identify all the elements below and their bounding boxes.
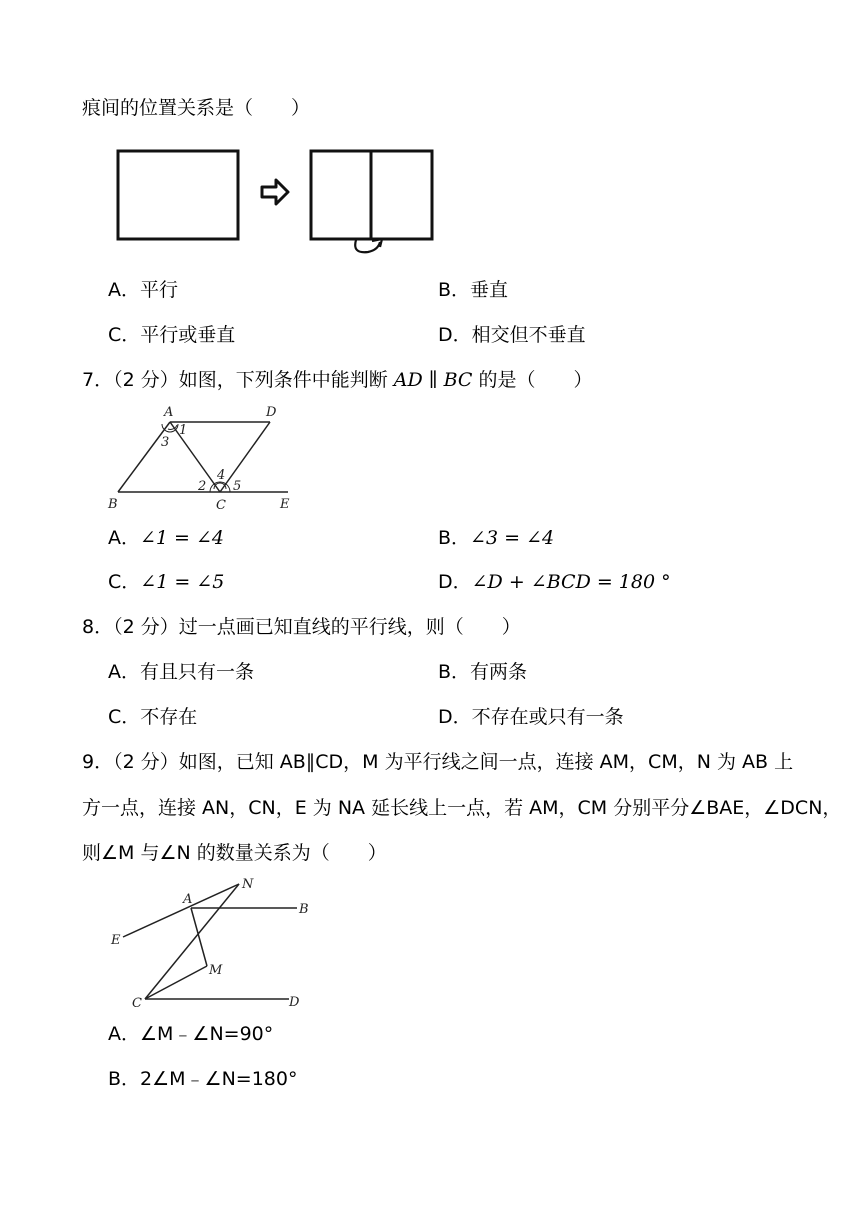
q7-stem-suffix: 的是（ ）: [478, 369, 593, 391]
paper-rectangle: [118, 151, 238, 239]
q7-option-c: C．∠1 = ∠5: [108, 571, 225, 593]
q7-stem-math: AD ∥ BC: [393, 369, 473, 391]
q7-label-angle-3: 3: [161, 435, 170, 450]
q7-label-c: C: [216, 498, 226, 513]
q9-label-d: D: [289, 995, 300, 1010]
q7-option-a: A．∠1 = ∠4: [108, 527, 225, 549]
q6-stem-continuation: 痕间的位置关系是（ ）: [82, 97, 311, 119]
q7-label-angle-2: 2: [198, 479, 207, 494]
arrow-right-icon: [262, 180, 288, 204]
q7-label-angle-5: 5: [233, 479, 242, 494]
q9-label-a: A: [183, 892, 193, 907]
q7-label-e: E: [280, 497, 290, 512]
q7-label-angle-4: 4: [217, 468, 226, 483]
q9-stem-line-1: 9．（2 分）如图，已知 AB∥CD，M 为平行线之间一点，连接 AM，CM，N 为 AB 上: [82, 751, 794, 773]
q7-stem: [82, 368, 593, 392]
q6-option-c: C．平行或垂直: [108, 324, 236, 346]
q7-label-d: D: [266, 405, 277, 420]
q6-option-d: D．相交但不垂直: [438, 324, 586, 346]
q9-figure-parallel-lines: [105, 872, 315, 1012]
q9-label-e: E: [111, 933, 121, 948]
q8-stem: 8．（2 分）过一点画已知直线的平行线，则（ ）: [82, 616, 521, 638]
q6-option-b: B．垂直: [438, 279, 509, 301]
q8-option-c: C．不存在: [108, 706, 198, 728]
q7-label-angle-1: 1: [179, 423, 188, 438]
q9-stem-line-3: 则∠M 与∠N 的数量关系为（ ）: [82, 842, 387, 864]
q7-option-d: D．∠D + ∠BCD = 180 °: [438, 571, 671, 593]
q9-option-a: A．∠M﹣∠N=90°: [108, 1023, 274, 1045]
q9-label-c: C: [132, 996, 142, 1011]
fold-curl-arrow-icon: [355, 239, 382, 252]
q9-label-m: M: [209, 963, 223, 978]
q7-figure-parallelogram: [100, 400, 300, 515]
q9-label-n: N: [242, 877, 254, 892]
q9-stem-line-2: 方一点，连接 AN，CN，E 为 NA 延长线上一点，若 AM，CM 分别平分∠BAE，∠DCN，: [82, 797, 842, 819]
q7-label-b: B: [108, 497, 118, 512]
q7-stem-prefix: 7．（2 分）如图，下列条件中能判断: [82, 369, 388, 391]
q7-option-b: B．∠3 = ∠4: [438, 527, 555, 549]
q8-option-b: B．有两条: [438, 661, 528, 683]
q8-option-d: D．不存在或只有一条: [438, 706, 624, 728]
q8-option-a: A．有且只有一条: [108, 661, 254, 683]
q9-option-b: B．2∠M﹣∠N=180°: [108, 1068, 298, 1090]
q6-figure-paper-fold: [110, 145, 440, 260]
q9-label-b: B: [299, 902, 309, 917]
q6-option-a: A．平行: [108, 279, 178, 301]
q7-label-a: A: [164, 405, 174, 420]
